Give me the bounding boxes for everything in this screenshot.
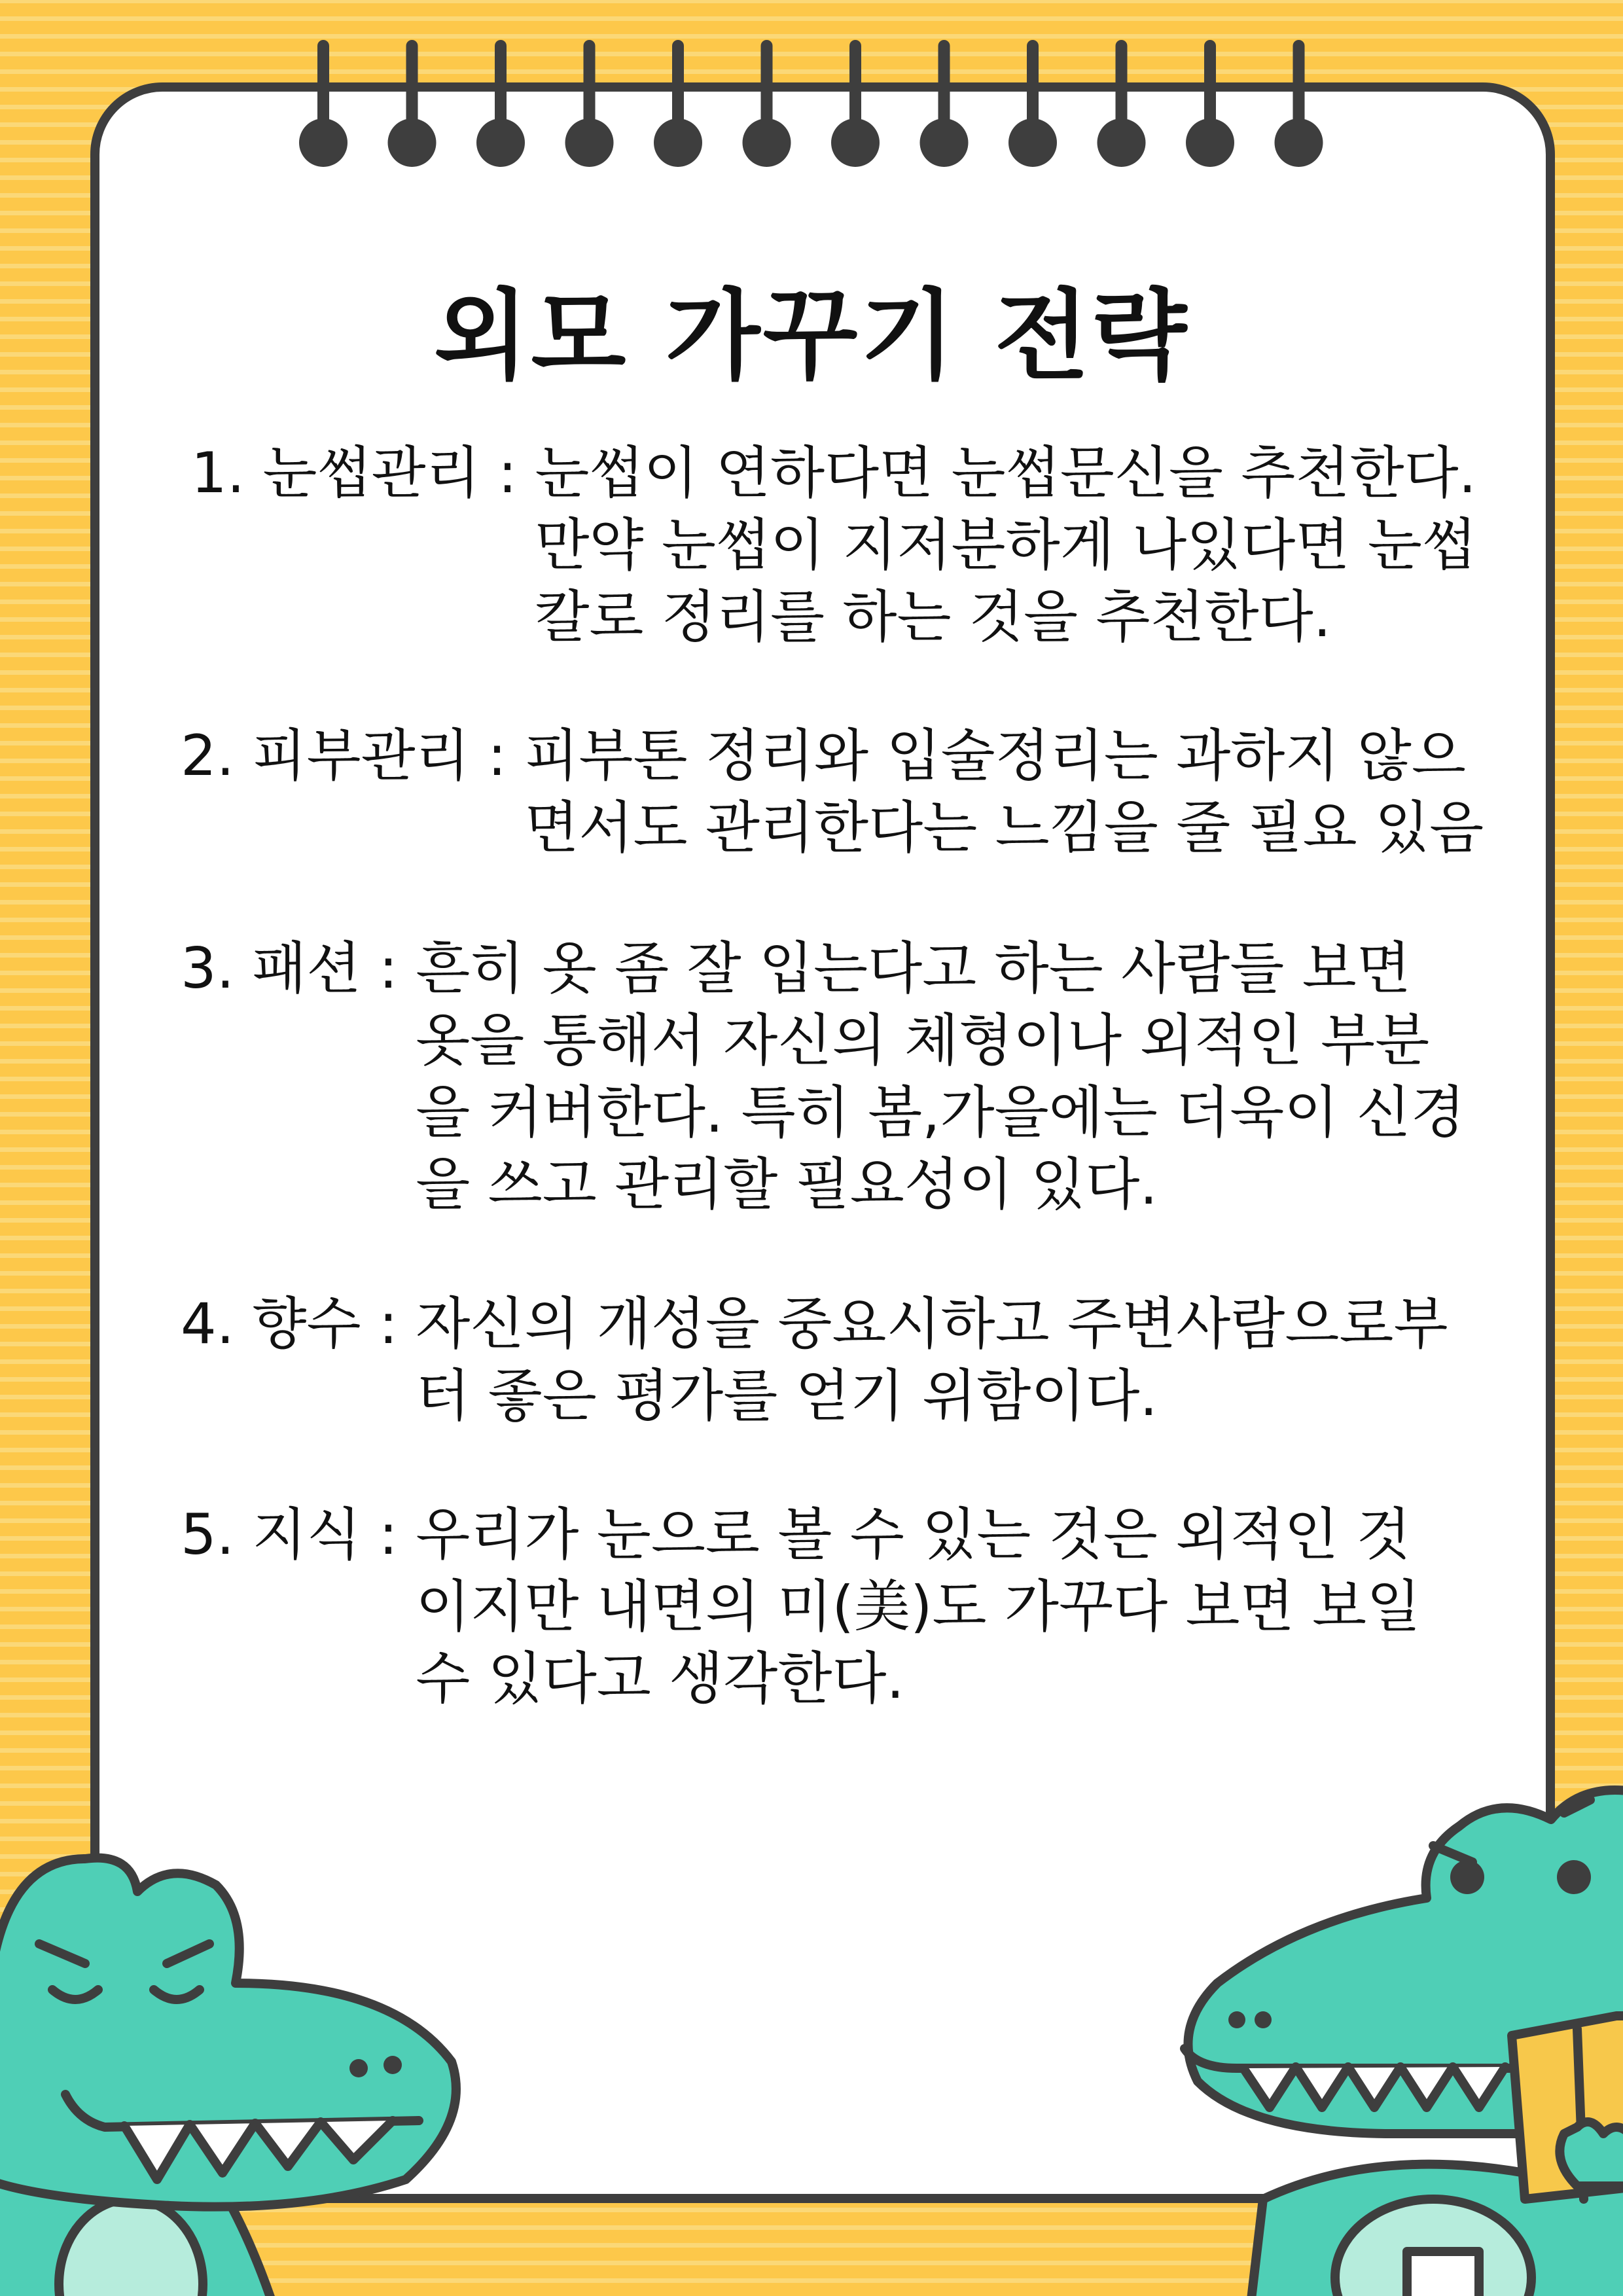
crocodile-right-icon — [1158, 1767, 1623, 2296]
binder-rings — [0, 0, 1623, 177]
item-label: 5. 지식 : — [181, 1502, 416, 1568]
item-line: 이지만 내면의 미(美)도 가꾸다 보면 보일 — [416, 1574, 1421, 1640]
item-line: 만약 눈썹이 지저분하게 나있다면 눈썹 — [535, 512, 1476, 578]
list-item — [181, 1499, 1421, 1715]
page-title: 외모 가꾸기 전략 — [433, 279, 1190, 393]
item-label: 3. 패션 : — [181, 936, 416, 1001]
binder-ring-icon — [1186, 46, 1234, 167]
binder-ring-icon — [920, 46, 969, 167]
list-item — [181, 1288, 1448, 1432]
binder-ring-icon — [476, 46, 525, 167]
item-line: 눈썹이 연하다면 눈썹문신을 추천한다. — [535, 440, 1476, 506]
item-label: 4. 향수 : — [181, 1291, 416, 1357]
item-line: 옷을 통해서 자신의 체형이나 외적인 부분 — [416, 1008, 1430, 1073]
crocodile-left-icon — [0, 1813, 471, 2296]
item-line: 터 좋은 평가를 얻기 위함이다. — [416, 1363, 1158, 1429]
binder-ring-icon — [1275, 46, 1323, 167]
binder-ring-icon — [1097, 46, 1146, 167]
item-line: 피부톤 정리와 입술정리는 과하지 않으 — [524, 723, 1466, 789]
binder-ring-icon — [388, 46, 437, 167]
item-line: 자신의 개성을 중요시하고 주변사람으로부 — [416, 1291, 1448, 1357]
item-line: 흔히 옷 좀 잘 입는다고 하는 사람들 보면 — [416, 936, 1411, 1001]
item-line: 칼로 정리를 하는 것을 추천한다. — [535, 584, 1332, 650]
binder-ring-icon — [565, 46, 614, 167]
binder-ring-icon — [743, 46, 791, 167]
item-line: 을 커버한다. 특히 봄,가을에는 더욱이 신경 — [416, 1080, 1465, 1145]
list-item — [181, 720, 1484, 864]
item-label: 1. 눈썹관리 : — [191, 440, 535, 506]
item-line: 을 쓰고 관리할 필요성이 있다. — [416, 1152, 1158, 1217]
list-item — [181, 933, 1465, 1221]
binder-ring-icon — [654, 46, 702, 167]
item-line: 면서도 관리한다는 느낌을 줄 필요 있음 — [524, 795, 1484, 861]
binder-ring-icon — [831, 46, 880, 167]
item-line: 수 있다고 생각한다. — [416, 1646, 904, 1712]
item-line: 우리가 눈으로 볼 수 있는 것은 외적인 것 — [416, 1502, 1411, 1568]
item-label: 2. 피부관리 : — [181, 723, 525, 789]
binder-ring-icon — [1008, 46, 1057, 167]
list-item — [191, 437, 1476, 653]
binder-ring-icon — [299, 46, 348, 167]
